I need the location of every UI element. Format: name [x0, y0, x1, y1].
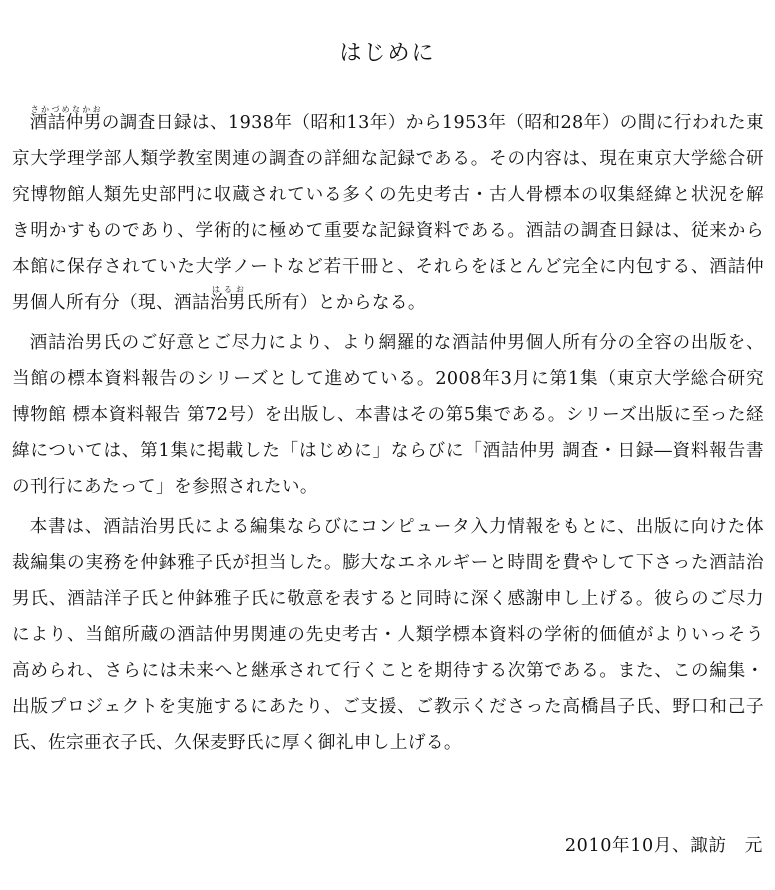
paragraph-1: [12, 105, 764, 321]
paragraph-2: 酒詰治男氏のご好意とご尽力により、より網羅的な酒詰仲男個人所有分の全容の出版を、当館の標本資料報告のシリーズとして進めている。2008年3月に第1集（東京大学総合研究博物館 標本資料報告 第72号）を出版し、本書はその第5集である。シリーズ出版に至った経緯については、第1集に掲載した「はじめに」ならびに「酒詰仲男 調査・日録―資料報告書の刊行にあたって」を参照されたい。: [12, 333, 764, 497]
ruby-son-name: 治男はるお: [209, 285, 246, 313]
page-title: はじめに: [339, 41, 436, 66]
paragraph-1-text-a: の調査日録は、1938年（昭和13年）から1953年（昭和28年）の間に行われた東京大学理学部人類学教室関連の調査の詳細な記録である。その内容は、現在東京大学総合研究博物館人類先史部門に収蔵されている多くの先史考古・古人骨標本の収集経緯と状況を解き明かすものであり、学術的に極めて重要な記録資料である。酒詰の調査日録は、従来から本館に保存されていた大学ノートなど若干冊と、それらをほとんど完全に内包する、酒詰仲男個人所有分（現、酒詰: [12, 113, 764, 313]
ruby-name: 酒詰仲男さかづめなかお: [29, 105, 102, 133]
paragraph-3: 本書は、酒詰治男氏による編集ならびにコンピュータ入力情報をもとに、出版に向けた体裁編集の実務を仲鉢雅子氏が担当した。膨大なエネルギーと時間を費やして下さった酒詰治男氏、酒詰洋子氏と仲鉢雅子氏に敬意を表すると同時に深く感謝申し上げる。彼らのご尽力により、当館所蔵の酒詰仲男関連の先史考古・人類学標本資料の学術的価値がよりいっそう高められ、さらには未来へと継承されて行くことを期待する次第である。また、この編集・出版プロジェクトを実施するにあたり、ご支援、ご教示くださった高橋昌子氏、野口和己子氏、佐宗亜衣子氏、久保麦野氏に厚く御礼申し上げる。: [12, 517, 764, 753]
date-author-signature: 2010年10月、諏訪 元: [564, 836, 763, 856]
paragraph-1-text-b: 氏所有）とからなる。: [245, 293, 426, 313]
preface-body: [12, 105, 764, 761]
